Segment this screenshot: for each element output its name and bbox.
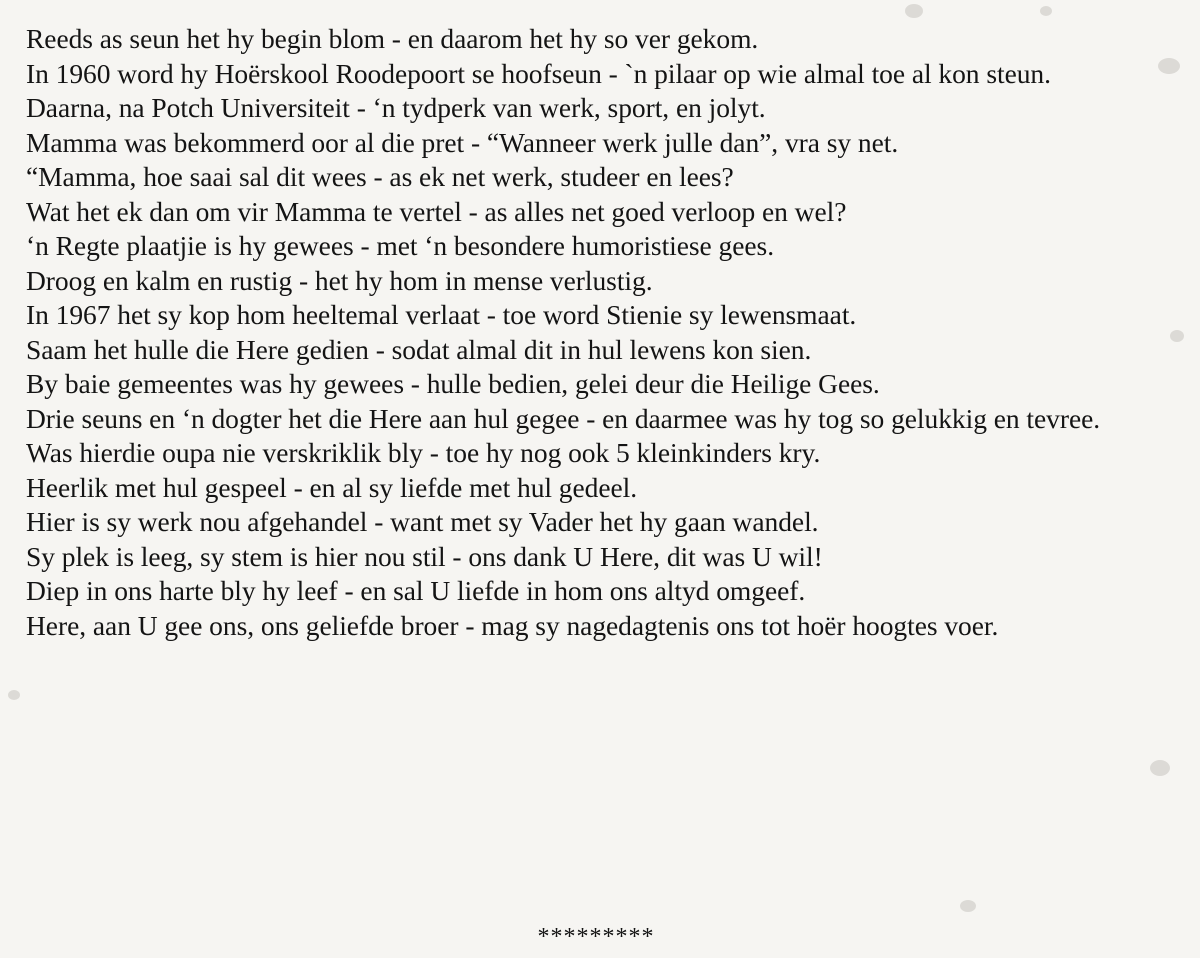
- poem-line: Saam het hulle die Here gedien - sodat almal dit in hul lewens kon sien.: [26, 333, 812, 365]
- scan-speckle: [905, 4, 923, 18]
- poem-line: Reeds as seun het hy begin blom - en daarom het hy so ver gekom.: [26, 23, 759, 54]
- poem-line: Droog en kalm en rustig - het hy hom in mense verlustig.: [26, 264, 653, 296]
- poem-line: Sy plek is leeg, sy stem is hier nou stil - ons dank U Here, dit was U wil!: [26, 540, 823, 572]
- poem-line: Drie seuns en ‘n dogter het die Here aan hul gegee - en daarmee was hy tog so gelukkig en tevree.: [26, 402, 1101, 434]
- poem-line: Was hierdie oupa nie verskriklik bly - toe hy nog ook 5 kleinkinders kry.: [26, 437, 821, 468]
- scan-speckle: [1150, 760, 1170, 776]
- separator-stars: *********: [537, 924, 655, 950]
- poem-line: In 1960 word hy Hoërskool Roodepoort se hoofseun - `n pilaar op wie almal toe al kon steun.: [26, 57, 1051, 89]
- scan-speckle: [960, 900, 976, 912]
- poem-line: Heerlik met hul gespeel - en al sy liefde met hul gedeel.: [26, 471, 638, 503]
- scan-speckle: [8, 690, 20, 700]
- poem-line: In 1967 het sy kop hom heeltemal verlaat - toe word Stienie sy lewensmaat.: [26, 299, 857, 330]
- separator: [0, 922, 1200, 952]
- poem-line: Hier is sy werk nou afgehandel - want met sy Vader het hy gaan wandel.: [26, 506, 819, 537]
- poem-line: Daarna, na Potch Universiteit - ‘n tydperk van werk, sport, en jolyt.: [26, 92, 766, 123]
- poem-line: “Mamma, hoe saai sal dit wees - as ek net werk, studeer en lees?: [26, 161, 734, 192]
- scan-speckle: [1040, 6, 1052, 16]
- poem-line: Diep in ons harte bly hy leef - en sal U liefde in hom ons altyd omgeef.: [26, 575, 806, 606]
- poem-line: Here, aan U gee ons, ons geliefde broer - mag sy nagedagtenis ons tot hoër hoogtes voer.: [26, 609, 999, 641]
- poem-line: By baie gemeentes was hy gewees - hulle bedien, gelei deur die Heilige Gees.: [26, 368, 880, 399]
- poem-line: Wat het ek dan om vir Mamma te vertel - as alles net goed verloop en wel?: [26, 195, 847, 227]
- poem-line: Mamma was bekommerd oor al die pret - “Wanneer werk julle dan”, vra sy net.: [26, 126, 899, 158]
- poem-line: ‘n Regte plaatjie is hy gewees - met ‘n besondere humoristiese gees.: [26, 230, 775, 261]
- poem-text: [26, 22, 1176, 643]
